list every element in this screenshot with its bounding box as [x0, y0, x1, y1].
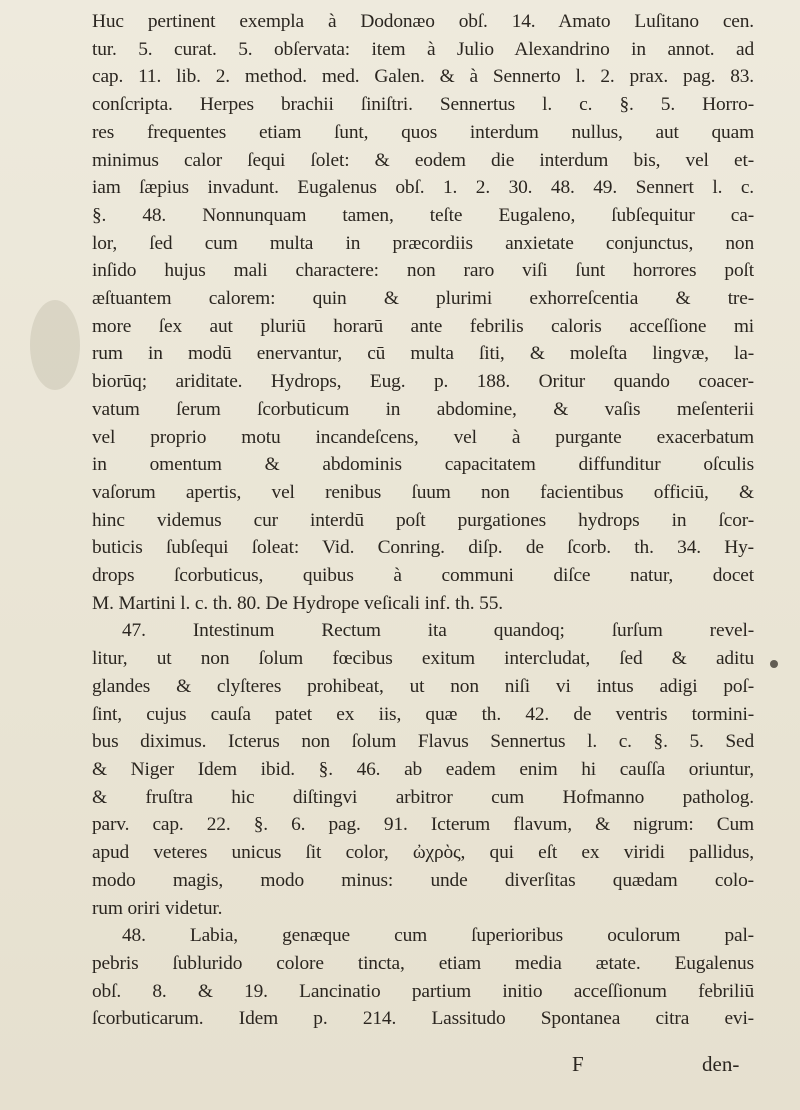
text-line: bus diximus. Icterus non ſolum Flavus Sennertus l. c. §. 5. Sed [92, 731, 754, 753]
text-line: rum in modū enervantur, cū multa ſiti, & moleſta lingvæ, la- [92, 343, 754, 365]
text-line: hinc videmus cur interdū poſt purgationes hydrops in ſcor- [92, 509, 754, 531]
text-line: buticis ſubſequi ſoleat: Vid. Conring. diſp. de ſcorb. th. 34. Hy- [92, 537, 754, 559]
text-line: lor, ſed cum multa in præcordiis anxietate conjunctus, non [92, 232, 754, 254]
body-text [92, 8, 754, 1033]
text-line: M. Martini l. c. th. 80. De Hydrope veſicali inf. th. 55. [92, 592, 503, 614]
text-line: vatum ſerum ſcorbuticum in abdomine, & vaſis meſenterii [92, 398, 754, 420]
text-line: drops ſcorbuticus, quibus à communi diſce natur, docet [92, 565, 754, 587]
text-line: parv. cap. 22. §. 6. pag. 91. Icterum flavum, & nigrum: Cum [92, 814, 754, 836]
text-line: apud veteres unicus ſit color, ὠχρὸς, qui eſt ex viridi pallidus, [92, 842, 754, 864]
section-48-heading: 48. Labia, genæque cum ſuperioribus oculorum pal- [122, 925, 754, 947]
text-line: glandes & clyſteres prohibeat, ut non niſi vi intus adigi poſ- [92, 675, 754, 697]
text-line: §. 48. Nonnunquam tamen, teſte Eugaleno, ſubſequitur ca- [92, 204, 754, 226]
ink-spot [770, 660, 778, 668]
text-line: æſtuantem calorem: quin & plurimi exhorreſcentia & tre- [92, 288, 754, 310]
text-line: Huc pertinent exempla à Dodonæo obſ. 14. Amato Luſitano cen. [92, 11, 754, 32]
text-line: & fruſtra hic diſtingvi arbitror cum Hofmanno patholog. [92, 786, 754, 808]
text-line: modo magis, modo minus: unde diverſitas quædam colo- [92, 869, 754, 891]
text-line: iam ſæpius invadunt. Eugalenus obſ. 1. 2. 30. 48. 49. Sennert l. c. [92, 177, 754, 199]
text-line: more ſex aut pluriū horarū ante febrilis caloris acceſſione mi [92, 315, 754, 337]
text-line: rum oriri videtur. [92, 897, 223, 919]
text-line: vel proprio motu incandeſcens, vel à purgante exacerbatum [92, 426, 754, 448]
text-line: tur. 5. curat. 5. obſervata: item à Julio Alexandrino in annot. ad [92, 38, 754, 60]
text-line: obſ. 8. & 19. Lancinatio partium initio acceſſionum febriliū [92, 980, 754, 1002]
text-line: biorūq; ariditate. Hydrops, Eug. p. 188. Oritur quando coacer- [92, 371, 754, 393]
text-line: cap. 11. lib. 2. method. med. Galen. & à Sennerto l. 2. prax. pag. 83. [92, 66, 754, 88]
catchword: den- [702, 1052, 740, 1076]
text-line: res frequentes etiam ſunt, quos interdum nullus, aut quam [92, 121, 754, 143]
text-line: ſcorbuticarum. Idem p. 214. Lassitudo Spontanea citra evi- [92, 1008, 754, 1030]
signature-mark: F [572, 1052, 584, 1076]
text-line: ſint, cujus cauſa patet ex iis, quæ th. 42. de ventris tormini- [92, 703, 754, 725]
text-line: pebris ſublurido colore tincta, etiam media ætate. Eugalenus [92, 952, 754, 974]
text-line: litur, ut non ſolum fœcibus exitum intercludat, ſed & aditu [92, 648, 754, 670]
text-line: in omentum & abdominis capacitatem diffunditur oſculis [92, 454, 754, 476]
text-line: inſido hujus mali charactere: non raro viſi ſunt horrores poſt [92, 260, 754, 282]
section-47-heading: 47. Intestinum Rectum ita quandoq; ſurſum revel- [122, 620, 754, 642]
text-line: minimus calor ſequi ſolet: & eodem die interdum bis, vel et- [92, 149, 754, 171]
text-line: conſcripta. Herpes brachii ſiniſtri. Sennertus l. c. §. 5. Horro- [92, 94, 754, 116]
text-line: vaſorum apertis, vel renibus ſuum non facientibus officiū, & [92, 481, 754, 503]
paper-stain [30, 300, 80, 390]
text-line: & Niger Idem ibid. §. 46. ab eadem enim hi cauſſa oriuntur, [92, 758, 754, 780]
